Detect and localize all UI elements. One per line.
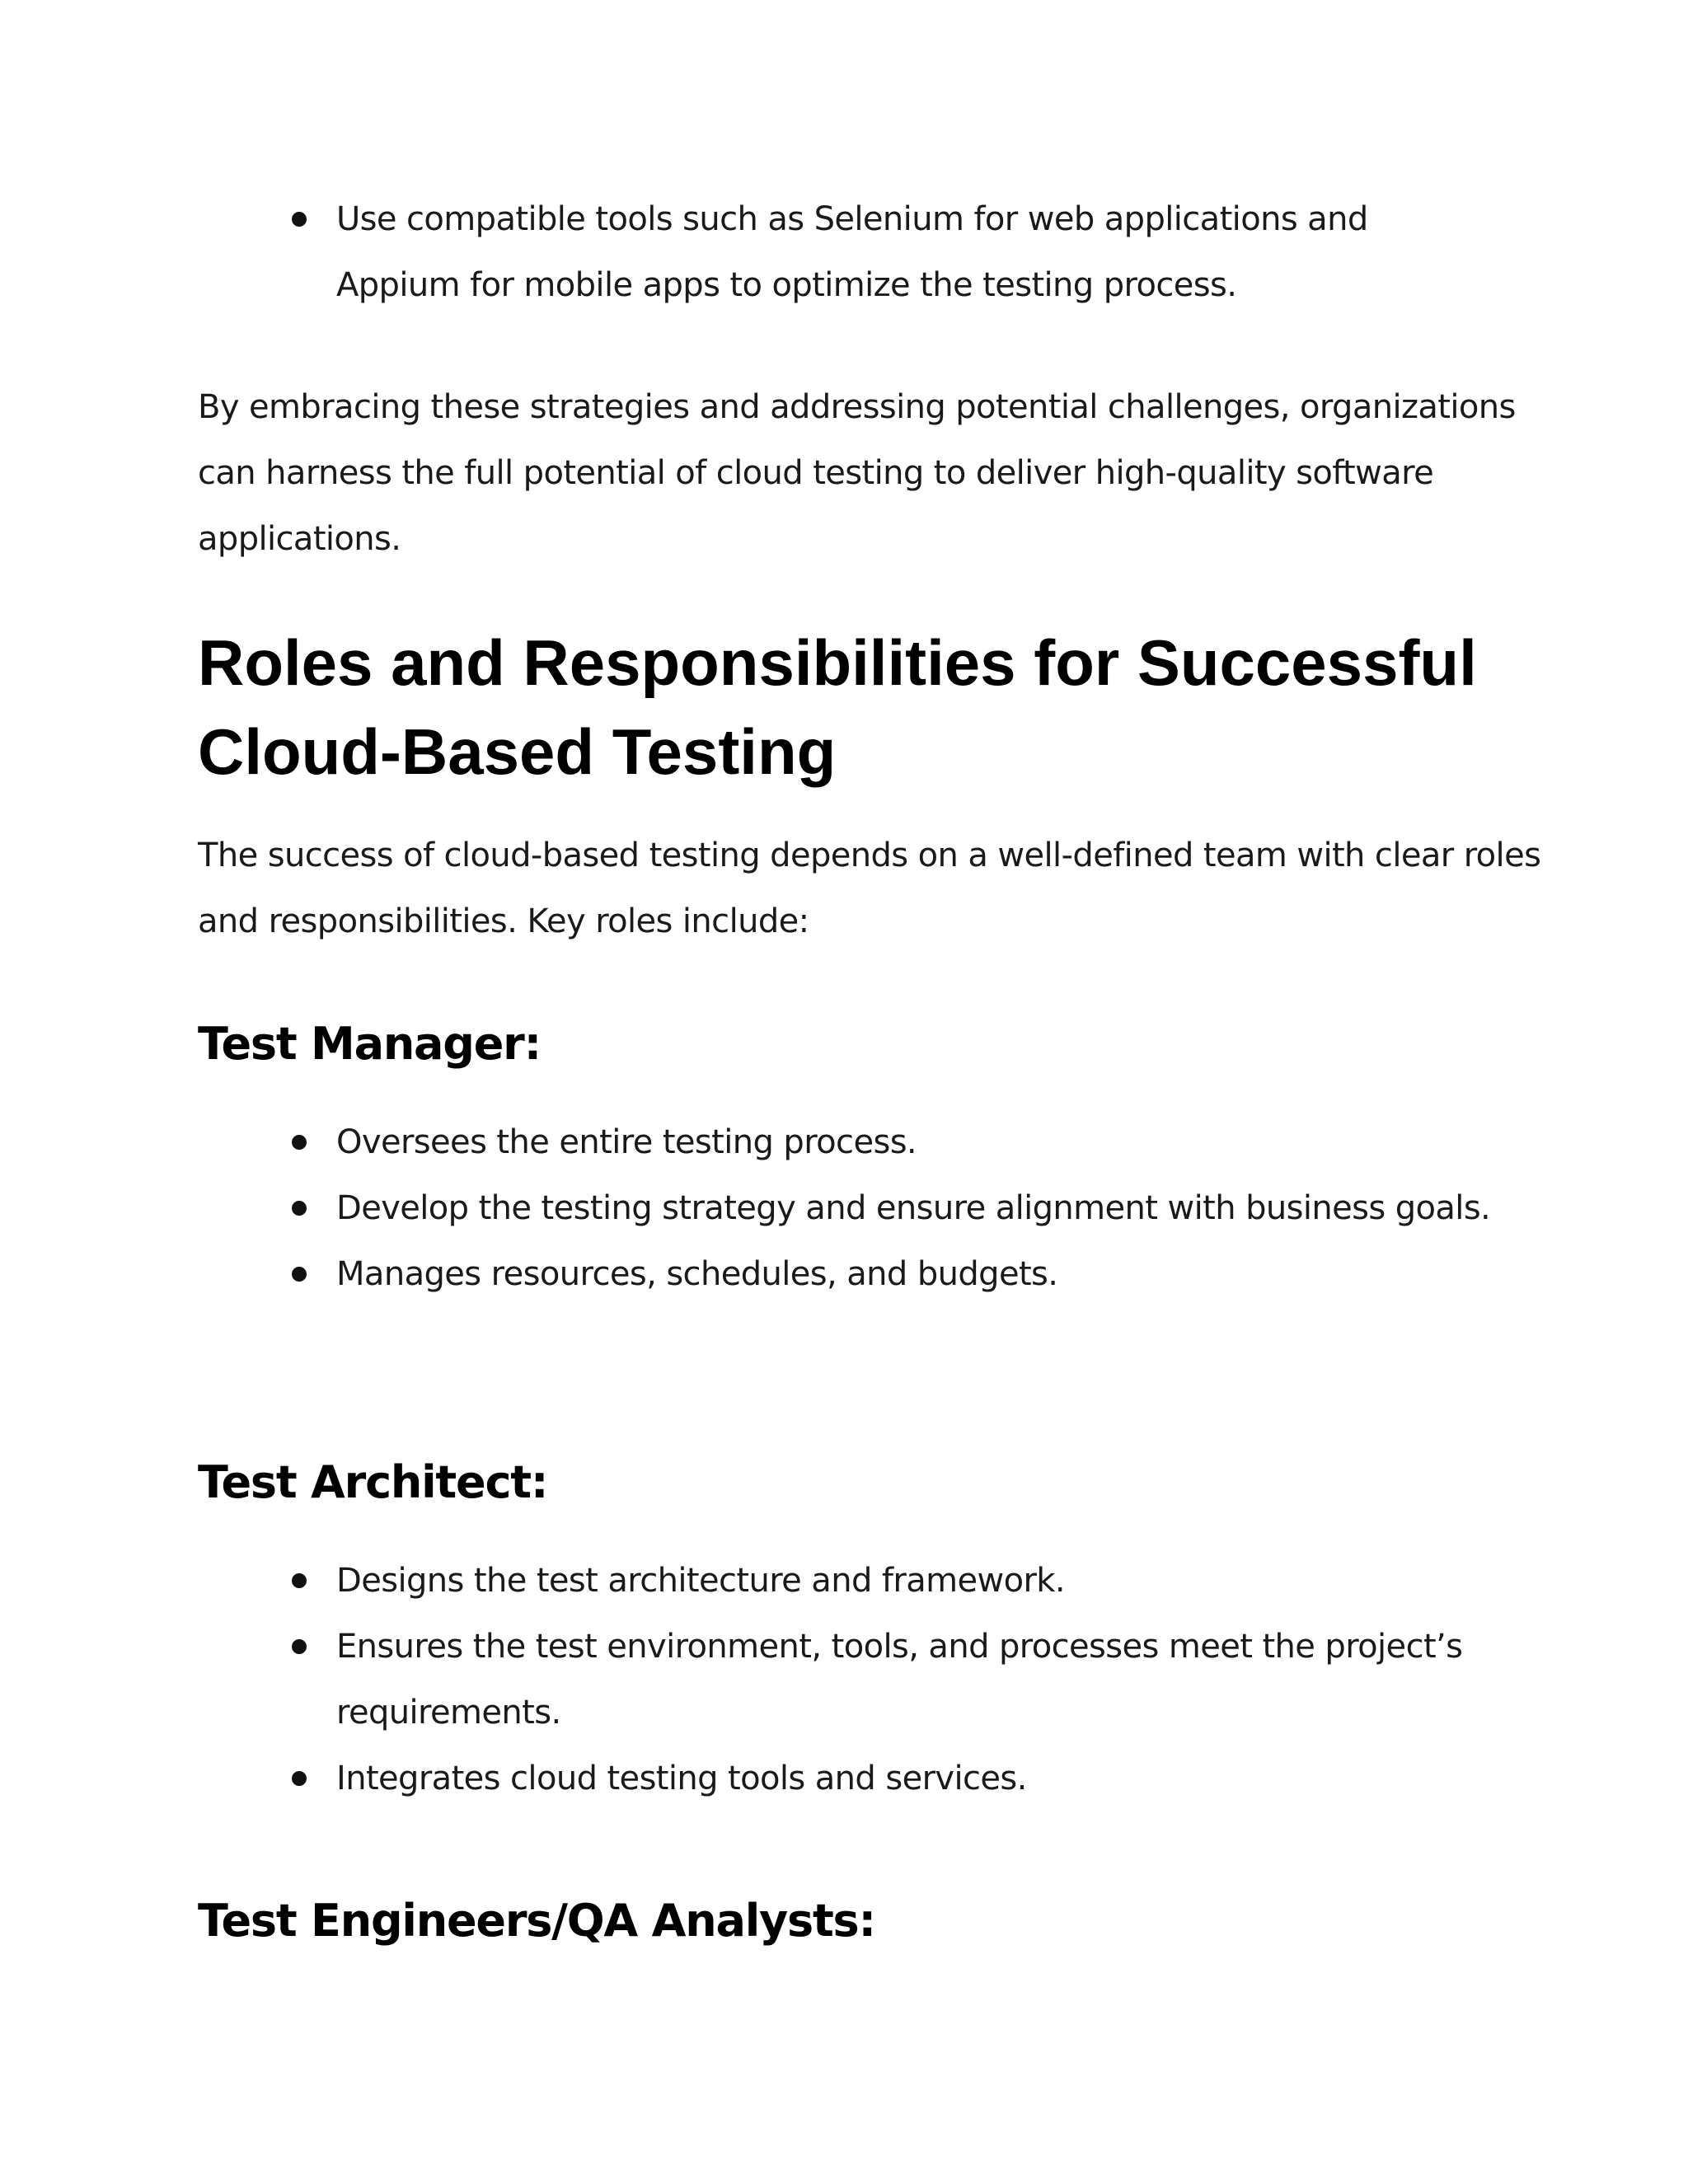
list-item [198, 1109, 1500, 1175]
bullet-text: Develop the testing strategy and ensure alignment with business goals. [336, 1189, 1491, 1227]
bullet-icon [292, 1135, 307, 1150]
list-item [198, 1175, 1500, 1241]
role-heading-test-engineers: Test Engineers/QA Analysts: [198, 1895, 875, 1947]
section-heading-line-2: Cloud-Based Testing [198, 715, 837, 788]
bullet-icon [292, 1573, 307, 1588]
section-intro-paragraph: The success of cloud-based testing depends on a well-defined team with clear roles and responsibilities. Key roles include: [198, 837, 1541, 940]
bullet-icon [292, 1267, 307, 1282]
list-item [198, 1241, 1500, 1307]
bullet-text: Designs the test architecture and framework. [336, 1562, 1065, 1600]
list-item [198, 186, 1500, 318]
bullet-text: Integrates cloud testing tools and services. [336, 1760, 1027, 1797]
bullet-icon [292, 1201, 307, 1216]
bullet-text: Oversees the entire testing process. [336, 1123, 917, 1161]
closing-paragraph: By embracing these strategies and addressing potential challenges, organizations can harness the full potential of cloud testing to deliver high-quality software applications. [198, 388, 1516, 558]
list-item [198, 1614, 1500, 1746]
section-heading [198, 618, 1599, 796]
bullet-icon [292, 1639, 307, 1654]
list-item [198, 1746, 1500, 1811]
role-heading-test-manager: Test Manager: [198, 1018, 542, 1070]
bullet-icon [292, 212, 307, 227]
test-architect-bullet-list [198, 1548, 1500, 1811]
section-heading-line-1: Roles and Responsibilities for Successful [198, 626, 1477, 699]
bullet-text: Ensures the test environment, tools, and processes meet the project’s requirements. [336, 1628, 1463, 1732]
test-manager-bullet-list [198, 1109, 1500, 1307]
bullet-icon [292, 1771, 307, 1786]
bullet-text: Manages resources, schedules, and budgets. [336, 1255, 1058, 1293]
list-item [198, 1548, 1500, 1614]
role-heading-test-architect: Test Architect: [198, 1456, 548, 1508]
intro-bullet-list [198, 186, 1500, 318]
bullet-text: Use compatible tools such as Selenium for web applications and Appium for mobile apps to optimize the testing process. [336, 200, 1368, 304]
